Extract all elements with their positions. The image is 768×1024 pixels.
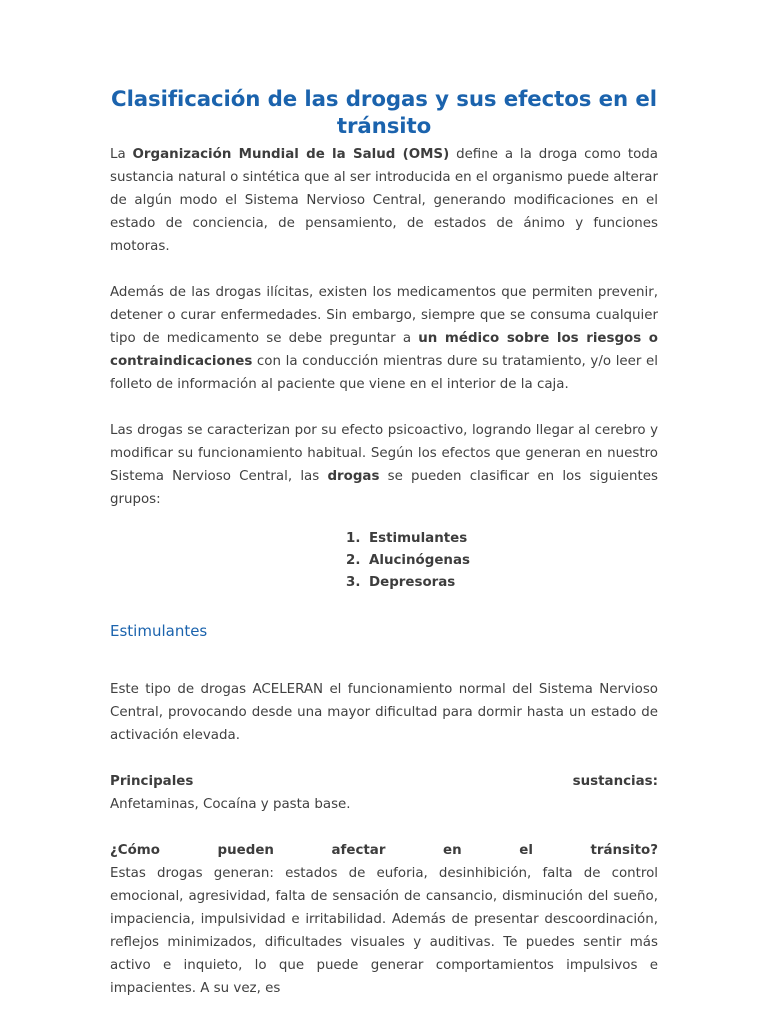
list-item bbox=[346, 550, 768, 572]
question-word: afectar bbox=[331, 843, 386, 858]
justified-question-line bbox=[110, 839, 658, 862]
paragraph-oms-definition bbox=[110, 143, 658, 258]
paragraph-efectos-transito bbox=[110, 839, 658, 1000]
list-number: 3. bbox=[346, 575, 361, 590]
paragraph-clasificacion bbox=[110, 419, 658, 511]
question-word: el bbox=[519, 843, 533, 858]
paragraph-principales-sustancias bbox=[110, 770, 658, 816]
paragraph-text: Las drogas se caracterizan por su efecto psicoactivo, logrando llegar al cerebro y modificar su funcionamiento habitual. Según los efectos que generan en nuestro Sistema Nervioso Central, las bbox=[110, 423, 658, 484]
label-word: Principales bbox=[110, 774, 194, 789]
list-item bbox=[346, 528, 768, 550]
paragraph-text: define a la droga como toda sustancia natural o sintética que al ser introducida en el organismo puede alterar de algún modo el Sistema Nervioso Central, generando modificaciones en el estado de conciencia, de pensamiento, de estados de ánimo y funciones motoras. bbox=[110, 147, 658, 254]
section-heading-estimulantes: Estimulantes bbox=[110, 622, 208, 640]
substances-text: Anfetaminas, Cocaína y pasta base. bbox=[110, 797, 351, 812]
justified-label-line bbox=[110, 770, 658, 793]
document-body bbox=[110, 86, 658, 1000]
list-number: 2. bbox=[346, 553, 361, 568]
paragraph-text: Además de las drogas ilícitas, existen los medicamentos que permiten prevenir, detener o curar enfermedades. Sin embargo, siempre que se consuma cualquier tipo de medicamento se debe preguntar a bbox=[110, 285, 658, 346]
list-number: 1. bbox=[346, 531, 361, 546]
paragraph-medicamentos bbox=[110, 281, 658, 396]
paragraph-estimulantes: Este tipo de drogas ACELERAN el funcionamiento normal del Sistema Nervioso Central, provocando desde una mayor dificultad para dormir hasta un estado de activación elevada. bbox=[110, 682, 658, 743]
question-word: en bbox=[443, 843, 462, 858]
list-label: Estimulantes bbox=[369, 531, 468, 546]
question-word: tránsito? bbox=[590, 843, 658, 858]
effects-text: Estas drogas generan: estados de euforia, desinhibición, falta de control emocional, agresividad, falta de sensación de cansancio, disminución del sueño, impaciencia, impulsividad e irritabilidad. Además de presentar descoordinación, reflejos minimizados, dificultades visuales y auditivas. Te puedes sentir más activo e inquieto, lo que puede generar comportamientos impulsivos e impacientes. A su vez, es bbox=[110, 866, 658, 996]
paragraph-text: La bbox=[110, 147, 133, 162]
list-item bbox=[346, 572, 768, 594]
bold-term-oms: Organización Mundial de la Salud (OMS) bbox=[132, 147, 450, 162]
list-label: Alucinógenas bbox=[369, 553, 470, 568]
drug-groups-list bbox=[346, 528, 768, 594]
question-word: pueden bbox=[217, 843, 274, 858]
bold-term-drogas: drogas bbox=[327, 469, 380, 484]
label-word: sustancias: bbox=[572, 774, 658, 789]
list-label: Depresoras bbox=[369, 575, 456, 590]
bold-term-medico: un médico sobre los riesgos o contraindicaciones bbox=[110, 331, 659, 369]
paragraph-text: con la conducción mientras dure su tratamiento, y/o leer el folleto de información al paciente que viene en el interior de la caja. bbox=[110, 354, 658, 392]
paragraph-text: se pueden clasificar en los siguientes grupos: bbox=[110, 469, 658, 507]
page-title: Clasificación de las drogas y sus efectos en el tránsito bbox=[111, 87, 657, 139]
question-word: ¿Cómo bbox=[110, 843, 160, 858]
